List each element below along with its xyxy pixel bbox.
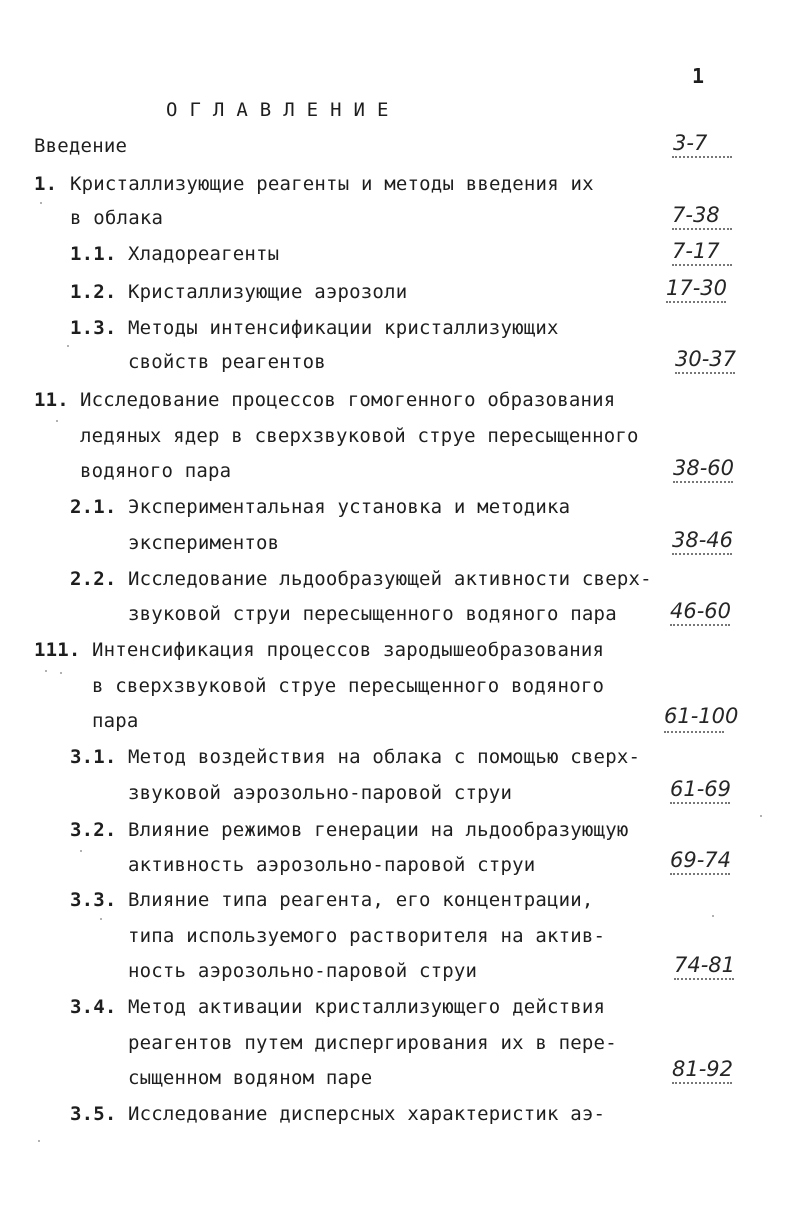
toc-ch2-line3: водяного пара bbox=[80, 460, 232, 482]
toc-ch2-s1-line1: Экспериментальная установка и методика bbox=[128, 496, 571, 518]
toc-ch3-s5-line1: Исследование дисперсных характеристик аэ- bbox=[128, 1103, 606, 1125]
toc-ch1-s3-number: 1.3. bbox=[70, 317, 117, 339]
toc-ch3-line1: Интенсификация процессов зародышеобразования bbox=[92, 639, 605, 661]
leader-dots bbox=[670, 624, 730, 628]
leader-dots bbox=[666, 301, 726, 305]
toc-ch3-s3-line1: Влияние типа реагента, его концентрации, bbox=[128, 889, 594, 911]
toc-ch1-s1-number: 1.1. bbox=[70, 243, 117, 265]
toc-intro-label: Введение bbox=[34, 135, 128, 157]
toc-ch3-s3-number: 3.3. bbox=[70, 889, 117, 911]
toc-ch1-s1-pages: 7-17 bbox=[672, 239, 720, 263]
toc-ch3-s5-number: 3.5. bbox=[70, 1103, 117, 1125]
leader-dots bbox=[675, 372, 735, 376]
page-number: 1 bbox=[692, 64, 705, 88]
toc-ch2-number: 11. bbox=[34, 389, 69, 411]
toc-ch2-line1: Исследование процессов гомогенного образования bbox=[80, 389, 616, 411]
leader-dots bbox=[670, 802, 730, 806]
leader-dots bbox=[664, 731, 724, 735]
scan-speck bbox=[45, 670, 47, 672]
toc-ch3-line2: в сверхзвуковой струе пересыщенного водяного bbox=[92, 675, 605, 697]
toc-ch1-pages: 7-38 bbox=[672, 203, 720, 227]
toc-ch1-s2-pages: 17-30 bbox=[666, 276, 728, 300]
leader-dots bbox=[672, 156, 732, 160]
scan-speck bbox=[760, 815, 762, 817]
scan-speck bbox=[60, 672, 62, 674]
toc-ch3-s1-line1: Метод воздействия на облака с помощью сверх- bbox=[128, 746, 641, 768]
toc-ch3-number: 111. bbox=[34, 639, 81, 661]
scan-speck bbox=[100, 918, 102, 920]
leader-dots bbox=[672, 553, 732, 557]
scan-speck bbox=[712, 915, 714, 917]
toc-ch3-s4-pages: 81-92 bbox=[672, 1057, 734, 1081]
toc-intro-pages: 3-7 bbox=[673, 131, 708, 155]
toc-ch1-s3-line1: Методы интенсификации кристаллизующих bbox=[128, 317, 559, 339]
scan-speck bbox=[67, 345, 69, 347]
page-title: ОГЛАВЛЕНИЕ bbox=[166, 99, 401, 121]
leader-dots bbox=[672, 264, 732, 268]
toc-ch2-s1-number: 2.1. bbox=[70, 496, 117, 518]
scan-speck bbox=[56, 420, 58, 422]
toc-ch1-number: 1. bbox=[34, 173, 58, 195]
toc-ch3-s1-pages: 61-69 bbox=[670, 777, 732, 801]
toc-ch3-pages: 61-100 bbox=[664, 704, 739, 728]
toc-ch2-s2-line2: звуковой струи пересыщенного водяного пара bbox=[128, 603, 617, 625]
toc-ch1-s2-number: 1.2. bbox=[70, 281, 117, 303]
scan-speck bbox=[80, 850, 82, 852]
toc-ch3-s4-line1: Метод активации кристаллизующего действия bbox=[128, 996, 606, 1018]
toc-ch2-s2-pages: 46-60 bbox=[670, 599, 732, 623]
toc-ch2-s1-pages: 38-46 bbox=[672, 528, 734, 552]
toc-ch2-s1-line2: экспериментов bbox=[128, 532, 280, 554]
toc-ch3-s3-pages: 74-81 bbox=[674, 953, 736, 977]
toc-ch3-s2-line1: Влияние режимов генерации на льдообразующую bbox=[128, 819, 629, 841]
toc-ch2-s2-line1: Исследование льдообразующей активности сверх- bbox=[128, 568, 652, 590]
toc-ch3-s2-line2: активность аэрозольно-паровой струи bbox=[128, 854, 536, 876]
toc-ch3-s2-pages: 69-74 bbox=[670, 848, 732, 872]
leader-dots bbox=[674, 978, 734, 982]
toc-ch3-s4-line3: сыщенном водяном паре bbox=[128, 1067, 373, 1089]
toc-ch3-s2-number: 3.2. bbox=[70, 819, 117, 841]
toc-ch3-line3: пара bbox=[92, 710, 139, 732]
scan-speck bbox=[40, 202, 42, 204]
toc-ch3-s1-number: 3.1. bbox=[70, 746, 117, 768]
toc-ch1-s3-pages: 30-37 bbox=[675, 347, 737, 371]
toc-ch1-s2-line1: Кристаллизующие аэрозоли bbox=[128, 281, 408, 303]
leader-dots bbox=[670, 873, 730, 877]
toc-ch1-s1-line1: Хладореагенты bbox=[128, 243, 280, 265]
toc-ch3-s4-line2: реагентов путем диспергирования их в пере- bbox=[128, 1032, 617, 1054]
toc-ch3-s1-line2: звуковой аэрозольно-паровой струи bbox=[128, 782, 513, 804]
leader-dots bbox=[672, 1082, 732, 1086]
toc-ch1-line1: Кристаллизующие реагенты и методы введения их bbox=[70, 173, 594, 195]
toc-ch1-line2: в облака bbox=[70, 207, 164, 229]
toc-ch3-s3-line3: ность аэрозольно-паровой струи bbox=[128, 960, 478, 982]
toc-ch3-s3-line2: типа используемого растворителя на актив- bbox=[128, 925, 606, 947]
leader-dots bbox=[673, 481, 733, 485]
toc-ch2-pages: 38-60 bbox=[673, 456, 735, 480]
leader-dots bbox=[672, 228, 732, 232]
scan-speck bbox=[38, 1140, 40, 1142]
toc-ch2-line2: ледяных ядер в сверхзвуковой струе пересыщенного bbox=[80, 425, 639, 447]
toc-ch1-s3-line2: свойств реагентов bbox=[128, 351, 326, 373]
toc-ch3-s4-number: 3.4. bbox=[70, 996, 117, 1018]
toc-ch2-s2-number: 2.2. bbox=[70, 568, 117, 590]
